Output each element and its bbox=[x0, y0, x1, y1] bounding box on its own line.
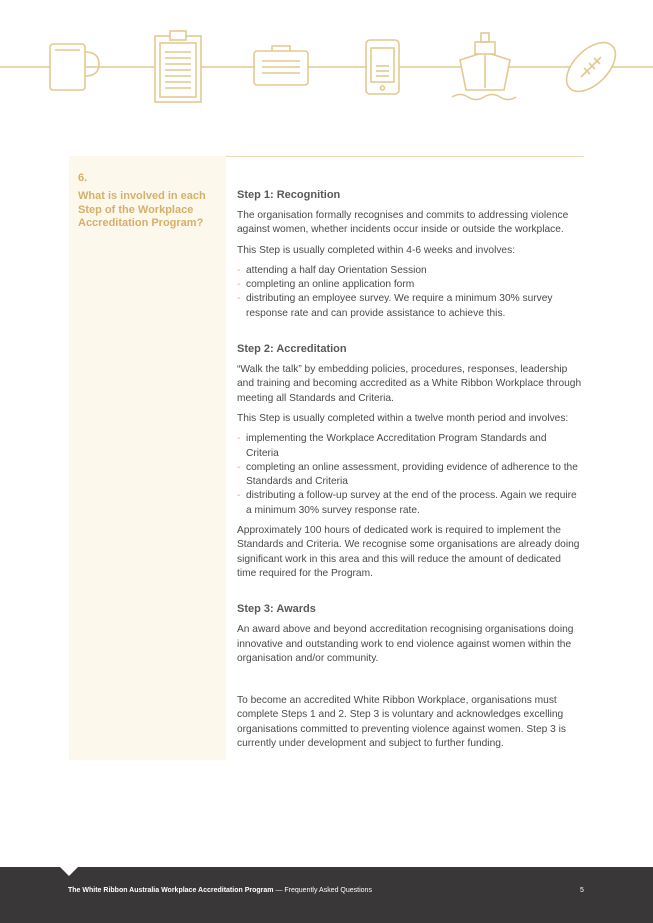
list-item: - distributing a follow-up survey at the end of the process. Again we require a minimum 30% survey response rate. bbox=[237, 489, 582, 518]
footer-notch bbox=[60, 867, 78, 876]
step1-para1: The organisation formally recognises and commits to addressing violence against women, whether incidents occur inside or outside the workplace. bbox=[237, 210, 569, 236]
question-sidebar bbox=[69, 156, 226, 760]
footer-title-rest: — Frequently Asked Questions bbox=[273, 887, 372, 894]
header-icon-strip bbox=[0, 0, 653, 110]
step1-para2: This Step is usually completed within 4-6 weeks and involves: bbox=[237, 244, 516, 256]
ship-icon bbox=[452, 33, 516, 100]
list-item: - implementing the Workplace Accreditation Program Standards and Criteria bbox=[237, 432, 582, 461]
step2-heading: Step 2: Accreditation bbox=[237, 343, 347, 356]
list-item: - distributing an employee survey. We require a minimum 30% survey response rate and can provide assistance to achieve this. bbox=[237, 292, 582, 321]
step2-para3: Approximately 100 hours of dedicated work is required to implement the Standards and Criteria. We recognise some organisations are already doing significant work in this area and this will reduce the amount of dedicated time required for the Program. bbox=[237, 525, 580, 579]
step2-bullets bbox=[237, 432, 582, 518]
step1-heading: Step 1: Recognition bbox=[237, 189, 341, 201]
section-number: 6. bbox=[78, 172, 88, 184]
page-footer bbox=[0, 867, 653, 923]
list-item: - completing an online application form bbox=[237, 278, 582, 292]
step2-para2: This Step is usually completed within a twelve month period and involves: bbox=[237, 412, 569, 424]
content-top-rule bbox=[226, 156, 584, 157]
list-item: - completing an online assessment, providing evidence of adherence to the Standards and Criteria bbox=[237, 461, 582, 490]
phone-icon bbox=[366, 40, 399, 94]
step3-para1: An award above and beyond accreditation recognising organisations doing innovative and outstanding work to end violence against women within the organisation and/or community. bbox=[237, 624, 574, 664]
closing-paragraph: To become an accredited White Ribbon Workplace, organisations must complete Steps 1 and 2. Step 3 is voluntary and acknowledges excelling organisations committed to preventing violence against women. Step 3 is currently under development and subject to further funding. bbox=[237, 695, 567, 750]
footer-title-bold: The White Ribbon Australia Workplace Accreditation Program bbox=[68, 887, 274, 894]
step3-heading: Step 3: Awards bbox=[237, 603, 316, 616]
step1-bullets bbox=[237, 264, 582, 321]
briefcase-icon bbox=[254, 46, 308, 85]
step2-para1: “Walk the talk” by embedding policies, procedures, responses, leadership and training and becoming accredited as a White Ribbon Workplace through meeting all Standards and Criteria. bbox=[237, 364, 582, 404]
answer-content bbox=[237, 189, 582, 757]
list-item: - attending a half day Orientation Session bbox=[237, 264, 582, 278]
section-question: What is involved in each Step of the Workplace Accreditation Program? bbox=[78, 190, 206, 229]
footer-title bbox=[68, 887, 372, 894]
clipboard-icon bbox=[155, 31, 201, 102]
page-number: 5 bbox=[580, 887, 584, 894]
